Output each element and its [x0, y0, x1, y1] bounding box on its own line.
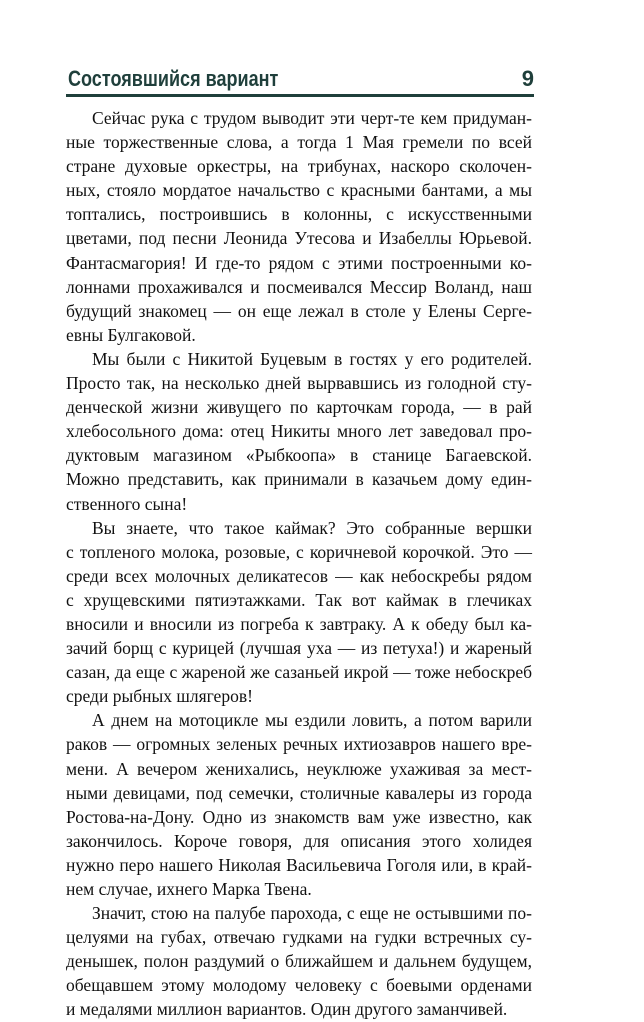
running-header: [66, 64, 534, 100]
text-line: нужно перо нашего Николая Васильевича Гоголя или, в край-: [66, 854, 532, 875]
paragraph: [66, 347, 532, 516]
text-line: стране духовые оркестры, на трибунах, наскоро сколочен-: [66, 156, 532, 177]
text-line: зачий борщ с курицей (лучшая уха — из петуха!) и жареный: [66, 638, 532, 659]
text-line: будущий знакомец — он еще лежал в столе у Елены Серге-: [66, 300, 532, 321]
text-line: дуктовым магазином «Рыбкоопа» в станице Багаевской.: [66, 445, 532, 466]
text-line: целуями на губах, отвечаю гудками на гудки встречных су-: [66, 927, 532, 948]
text-line: вносили и вносили из погреба к завтраку. А к обеду был ка-: [66, 613, 532, 634]
text-line: цветами, под песни Леонида Утесова и Изабеллы Юрьевой.: [66, 228, 532, 249]
text-line: Сейчас рука с трудом выводит эти черт-те кем придуман-: [92, 108, 532, 128]
text-line: Просто так, на несколько дней вырвавшись из голодной сту-: [66, 373, 532, 394]
paragraph: [66, 708, 532, 901]
text-line: ных, стояло мордатое начальство с красными бантами, а мы: [66, 180, 532, 201]
chapter-title: Состоявшийся вариант: [68, 66, 279, 91]
text-line: Ростова-на-Дону. Одно из знакомств вам уже известно, как: [66, 806, 532, 827]
text-line: раков — огромных зеленых речных ихтиозавров нашего вре-: [66, 734, 532, 755]
text-line: Можно представить, как принимали в казачьем дому един-: [66, 469, 532, 490]
text-line: ные торжественные слова, а тогда 1 Мая гремели по всей: [66, 132, 532, 153]
text-line: Значит, стою на палубе парохода, с еще не остывшими по-: [92, 903, 532, 924]
paragraph: [66, 516, 532, 709]
text-line: с хрущевскими пятиэтажками. Так вот каймак в глечиках: [66, 589, 532, 610]
text-line: хлебосольного дома: отец Никиты много лет заведовал про-: [66, 421, 532, 442]
text-line: нем случае, ихнего Марка Твена.: [66, 879, 312, 899]
text-line: Мы были с Никитой Буцевым в гостях у его родителей.: [92, 348, 532, 369]
text-line: мени. А вечером женихались, неуклюже ухаживая за мест-: [66, 758, 532, 779]
text-line: с топленого молока, розовые, с коричневой корочкой. Это —: [66, 541, 532, 562]
paragraph: [66, 106, 532, 347]
page-number: 9: [521, 66, 534, 91]
text-line: ными девицами, под семечки, столичные кавалеры из города: [66, 782, 532, 803]
text-line: ственного сына!: [66, 493, 188, 514]
text-line: денышек, полон раздумий о ближайшем и дальнем будущем,: [66, 951, 532, 972]
header-rule: [66, 94, 534, 97]
text-line: закончилось. Короче говоря, для описания этого холидея: [66, 830, 532, 851]
text-line: А днем на мотоцикле мы ездили ловить, а потом варили: [92, 710, 532, 731]
text-line: лоннами прохаживался и посмеивался Мессир Воланд, наш: [66, 276, 532, 297]
text-line: сазан, да еще с жареной же сазаньей икрой — тоже небоскреб: [66, 662, 532, 683]
text-line: среди рыбных шлягеров!: [66, 686, 253, 707]
text-line: среди всех молочных деликатесов — как небоскребы рядом: [66, 565, 532, 586]
body-text: [66, 106, 532, 1022]
text-line: Фантасмагория! И где-то рядом с этими построенными ко-: [66, 252, 532, 273]
text-line: топтались, построившись в колонны, с искусственными: [66, 204, 532, 225]
text-line: и медалями миллион вариантов. Один другого заманчивей.: [66, 999, 508, 1020]
text-line: евны Булгаковой.: [66, 324, 196, 345]
text-line: Вы знаете, что такое каймак? Это собранные вершки: [92, 517, 532, 538]
paragraph: [66, 901, 532, 1021]
text-line: денческой жизни живущего по карточкам города, — в рай: [66, 397, 532, 418]
text-line: обещавшем этому молодому человеку с боевыми орденами: [66, 975, 532, 996]
